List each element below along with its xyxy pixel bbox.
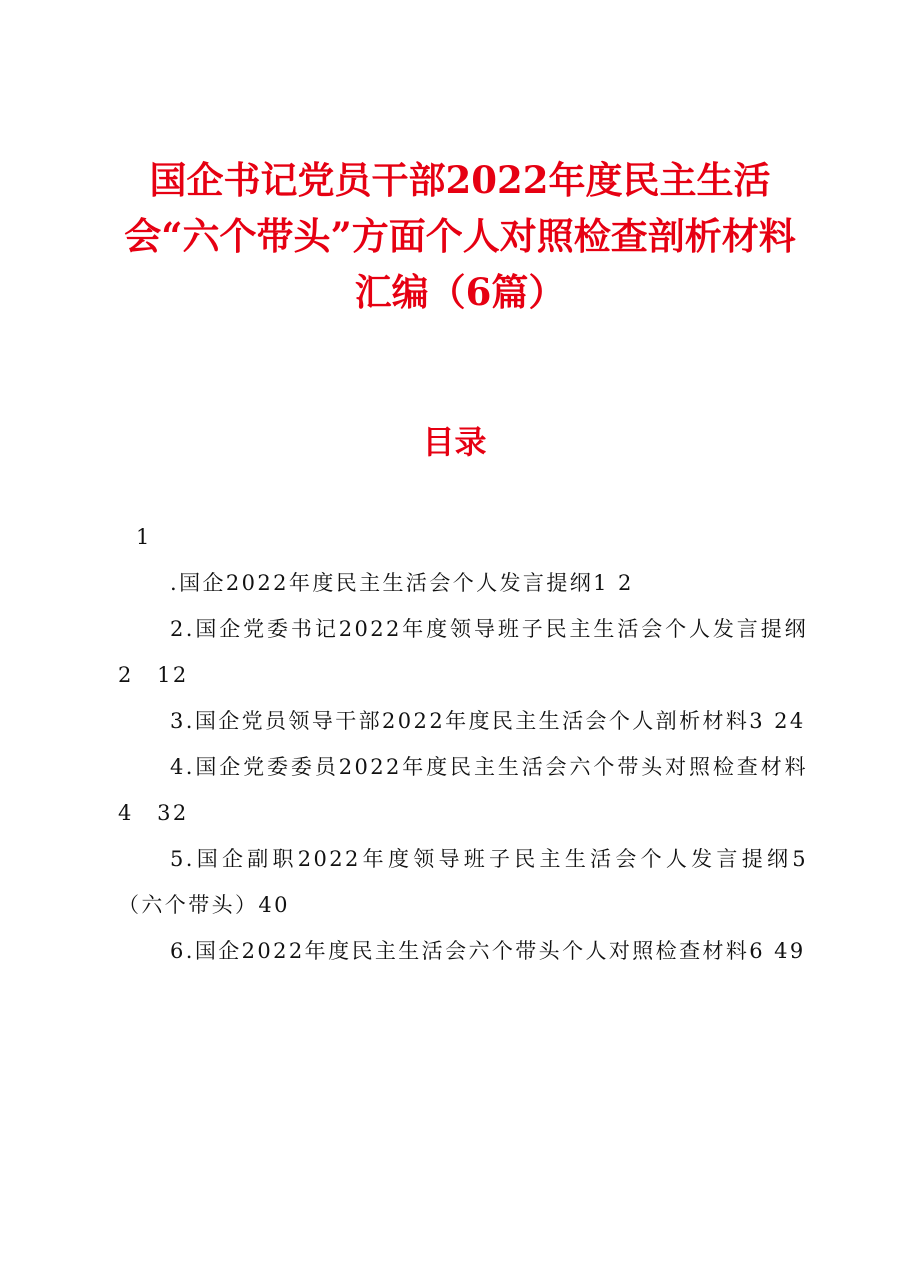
- toc-entry: 5.国企副职2022年度领导班子民主生活会个人发言提纲5（六个带头）40: [118, 847, 808, 917]
- toc-entry: 6.国企2022年度民主生活会六个带头个人对照检查材料6 49: [170, 939, 806, 963]
- toc-stray-number: 1: [136, 525, 150, 549]
- toc-entry: 2.国企党委书记2022年度领导班子民主生活会个人发言提纲2 12: [118, 617, 808, 687]
- table-of-contents: [118, 514, 808, 974]
- toc-entry: 3.国企党员领导干部2022年度民主生活会个人剖析材料3 24: [170, 709, 806, 733]
- toc-entry: 4.国企党委委员2022年度民主生活会六个带头对照检查材料4 32: [118, 755, 808, 825]
- toc-heading: 目录: [422, 423, 487, 461]
- document-title: 国企书记党员干部2022年度民主生活会“六个带头”方面个人对照检查剖析材料汇编（6篇）: [124, 158, 796, 314]
- toc-entry: .国企2022年度民主生活会个人发言提纲1 2: [170, 571, 634, 595]
